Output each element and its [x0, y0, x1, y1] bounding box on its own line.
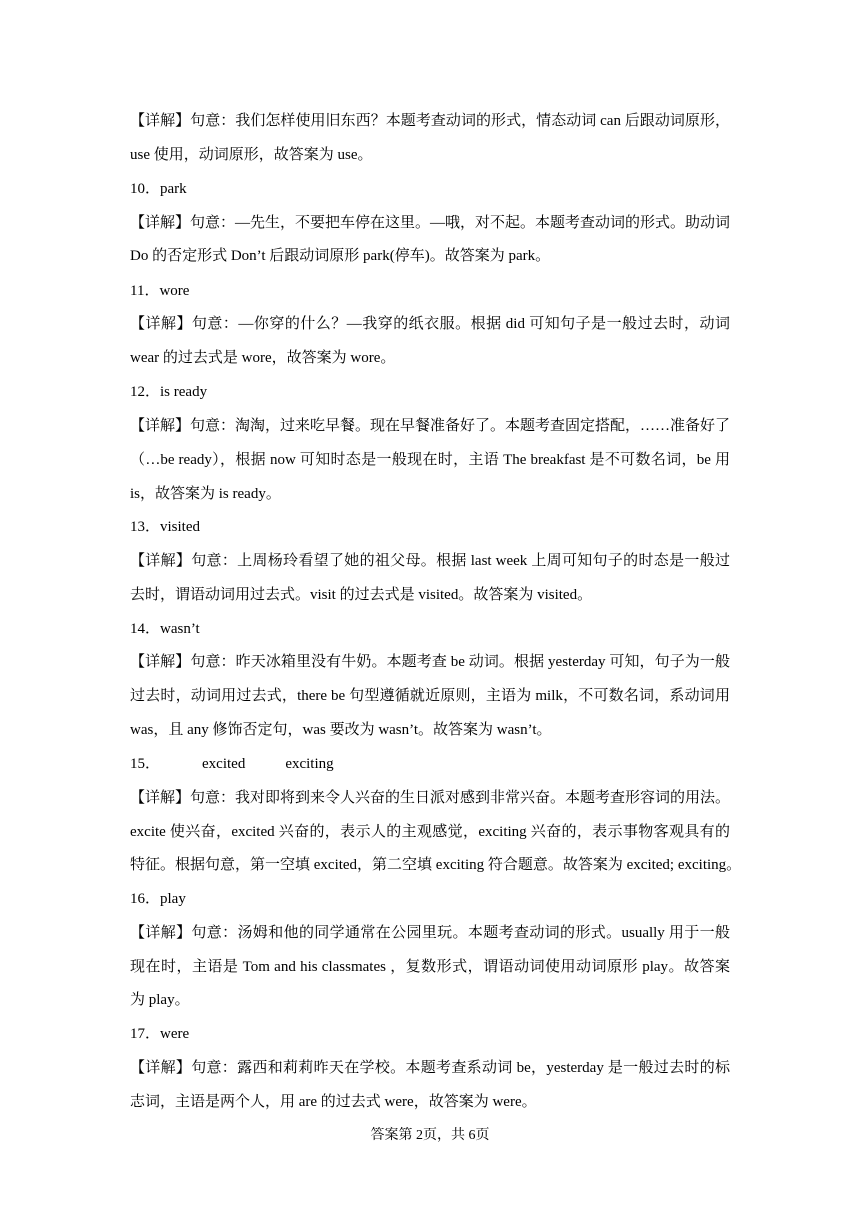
answer-blank-1: excited	[202, 756, 246, 772]
detail-line: 【详解】句意：昨天冰箱里没有牛奶。本题考查 be 动词。根据 yesterday 可知，句子为一般	[130, 654, 730, 670]
page-footer: 答案第 2页，共 6页	[370, 1128, 490, 1143]
answer-line: 12．is ready	[130, 384, 208, 400]
detail-line: 【详解】句意：—先生，不要把车停在这里。—哦，对不起。本题考查动词的形式。助动词	[130, 215, 731, 231]
detail-line: 特征。根据句意，第一空填 excited，第二空填 exciting 符合题意。故答案为 excited; exciting。	[130, 857, 742, 873]
detail-line: 【详解】句意：上周杨玲看望了她的祖父母。根据 last week 上周可知句子的时态是一般过	[130, 553, 730, 569]
detail-line: use 使用，动词原形，故答案为 use。	[130, 147, 373, 163]
detail-line: 去时，谓语动词用过去式。visit 的过去式是 visited。故答案为 visited。	[130, 587, 593, 603]
answer-line	[130, 754, 334, 774]
detail-line: 【详解】句意：我们怎样使用旧东西？本题考查动词的形式，情态动词 can 后跟动词原形，	[130, 113, 730, 129]
answer-line: 10．park	[130, 181, 187, 197]
detail-line: 志词，主语是两个人，用 are 的过去式 were，故答案为 were。	[130, 1094, 537, 1110]
detail-line: excite 使兴奋，excited 兴奋的，表示人的主观感觉，exciting 兴奋的，表示事物客观具有的	[130, 824, 730, 840]
answer-line: 17．were	[130, 1026, 190, 1042]
answer-number: 15．	[130, 756, 161, 772]
detail-line: 过去时，动词用过去式，there be 句型遵循就近原则，主语为 milk，不可数名词，系动词用	[130, 688, 730, 704]
detail-line: 【详解】句意：淘淘，过来吃早餐。现在早餐准备好了。本题考查固定搭配，……准备好了	[130, 418, 731, 434]
detail-line: was，且 any 修饰否定句，was 要改为 wasn’t。故答案为 wasn’t。	[130, 722, 552, 738]
answer-line: 11．wore	[130, 283, 190, 299]
detail-line: 【详解】句意：汤姆和他的同学通常在公园里玩。本题考查动词的形式。usually 用于一般	[130, 925, 730, 941]
answer-blank-2: exciting	[285, 756, 334, 772]
detail-line: 【详解】句意：我对即将到来令人兴奋的生日派对感到非常兴奋。本题考查形容词的用法。	[130, 790, 731, 806]
answer-line: 14．wasn’t	[130, 621, 200, 637]
detail-line: （…be ready），根据 now 可知时态是一般现在时，主语 The breakfast 是不可数名词，be 用	[130, 452, 730, 468]
detail-line: 【详解】句意：露西和莉莉昨天在学校。本题考查系动词 be，yesterday 是一般过去时的标	[130, 1060, 730, 1076]
detail-line: Do 的否定形式 Don’t 后跟动词原形 park(停车)。故答案为 park。	[130, 248, 551, 264]
detail-line: 现在时，主语是 Tom and his classmates ，复数形式，谓语动词使用动词原形 play。故答案	[130, 959, 730, 975]
detail-line: is，故答案为 is ready。	[130, 486, 281, 502]
detail-line: 【详解】句意：—你穿的什么？—我穿的纸衣服。根据 did 可知句子是一般过去时，动词	[130, 316, 730, 332]
answer-line: 13．visited	[130, 519, 200, 535]
answer-line: 16．play	[130, 891, 186, 907]
detail-line: 为 play。	[130, 992, 190, 1008]
detail-line: wear 的过去式是 wore，故答案为 wore。	[130, 350, 396, 366]
